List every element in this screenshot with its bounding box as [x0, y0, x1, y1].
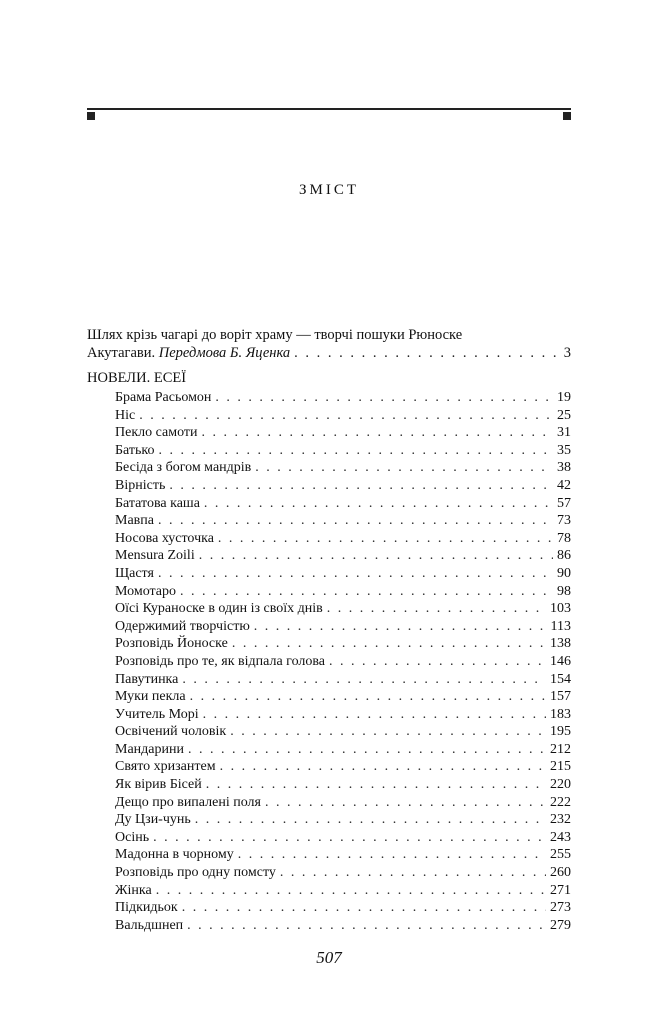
toc-entry-page: 19: [557, 390, 571, 405]
toc-entry-page: 183: [550, 706, 571, 722]
toc-entry: [115, 882, 571, 900]
toc-entry-page: 273: [550, 900, 571, 916]
toc-entry-title: Свято хризантем: [115, 759, 216, 775]
leader-dots: [182, 671, 546, 689]
toc-entry: [115, 653, 571, 671]
leader-dots: [158, 442, 553, 460]
toc-entry-page: 222: [550, 794, 571, 810]
toc-entry-title: Ніс: [115, 407, 136, 423]
toc-entry: [115, 688, 571, 706]
section-heading: НОВЕЛИ. ЕСЕЇ: [87, 370, 187, 386]
leader-dots: [139, 407, 553, 425]
toc-entry-title: Момотаро: [115, 583, 177, 599]
toc-entry-page: 113: [550, 618, 571, 634]
intro-line1: Шлях крізь чагарі до воріт храму — творчі пошуки Рюноске: [87, 327, 463, 343]
toc-entry-title: Вальдшнеп: [115, 917, 184, 933]
toc-entry-page: 255: [550, 847, 571, 863]
toc-list: [115, 389, 571, 934]
leader-dots: [294, 345, 560, 363]
page-title: ЗМІСТ: [298, 182, 359, 198]
toc-entry-title: Муки пекла: [115, 689, 186, 705]
toc-entry-title: Павутинка: [115, 671, 179, 687]
toc-entry-title: Як вірив Бісей: [115, 777, 202, 793]
toc-entry: [115, 723, 571, 741]
toc-entry: [115, 917, 571, 935]
toc-entry: [115, 583, 571, 601]
toc-entry-page: 220: [550, 777, 571, 793]
toc-entry-title: Мандарини: [115, 741, 184, 757]
leader-dots: [215, 389, 553, 407]
toc-entry-title: Батько: [115, 442, 155, 458]
leader-dots: [153, 829, 546, 847]
intro-italic: Передмова Б. Яценка: [158, 344, 291, 361]
toc-entry-page: 260: [550, 865, 571, 881]
toc-entry-title: Одержимий творчістю: [115, 618, 250, 634]
leader-dots: [203, 706, 546, 724]
toc-entry-page: 212: [550, 741, 571, 757]
toc-entry-page: 154: [550, 671, 571, 687]
leader-dots: [156, 882, 546, 900]
toc-entry-title: Розповідь про те, як відпала голова: [115, 653, 326, 669]
leader-dots: [329, 653, 546, 671]
leader-dots: [230, 723, 546, 741]
toc-entry-page: 146: [550, 653, 571, 669]
toc-entry-page: 78: [557, 530, 571, 546]
right-square-ornament: [563, 112, 571, 120]
leader-dots: [254, 618, 547, 636]
toc-entry-page: 243: [550, 829, 571, 845]
toc-entry: [115, 459, 571, 477]
toc-entry: [115, 512, 571, 530]
leader-dots: [232, 635, 546, 653]
toc-entry: [115, 635, 571, 653]
leader-dots: [202, 424, 554, 442]
toc-entry-title: Учитель Морі: [115, 706, 199, 722]
toc-entry-title: Брама Расьомон: [115, 390, 212, 405]
toc-entry-title: Освічений чоловік: [115, 724, 227, 740]
toc-entry-page: 232: [550, 812, 571, 828]
toc-entry-page: 31: [557, 425, 571, 441]
footer-page-number: 507: [316, 948, 342, 967]
leader-dots: [158, 512, 553, 530]
toc-entry-page: 103: [550, 601, 571, 617]
toc-entry-page: 57: [557, 495, 571, 511]
toc-entry-page: 42: [557, 477, 571, 493]
toc-entry-page: 86: [557, 548, 571, 564]
toc-entry-page: 38: [557, 460, 571, 476]
leader-dots: [195, 811, 546, 829]
toc-entry: [115, 424, 571, 442]
intro-line2: [87, 345, 571, 363]
toc-entry-page: 195: [550, 724, 571, 740]
toc-entry: [115, 899, 571, 917]
toc-entry-title: Пекло самоти: [115, 425, 198, 441]
toc-entry: [115, 671, 571, 689]
toc-entry-title: Mensura Zoili: [115, 548, 195, 564]
toc-entry: [115, 389, 571, 407]
leader-dots: [238, 846, 546, 864]
header-rule: [87, 108, 571, 110]
intro-page: 3: [563, 344, 571, 361]
leader-dots: [187, 917, 546, 935]
toc-entry-title: Щастя: [115, 565, 154, 581]
toc-entry-title: Розповідь про одну помсту: [115, 865, 276, 881]
toc-entry: [115, 477, 571, 495]
toc-entry-page: 25: [557, 407, 571, 423]
toc-entry: [115, 530, 571, 548]
leader-dots: [199, 547, 553, 565]
toc-entry-title: Бесіда з богом мандрів: [115, 460, 252, 476]
toc-entry-title: Жінка: [115, 882, 152, 898]
toc-entry: [115, 407, 571, 425]
left-square-ornament: [87, 112, 95, 120]
leader-dots: [204, 495, 553, 513]
toc-entry-title: Мавпа: [115, 513, 154, 529]
leader-dots: [255, 459, 553, 477]
leader-dots: [169, 477, 553, 495]
leader-dots: [280, 864, 546, 882]
leader-dots: [265, 794, 546, 812]
intro-label: [87, 345, 290, 363]
toc-entry-page: 215: [550, 759, 571, 775]
leader-dots: [218, 530, 553, 548]
intro-plain: Акутагави.: [87, 344, 159, 361]
toc-entry: [115, 794, 571, 812]
toc-entry: [115, 618, 571, 636]
toc-entry: [115, 846, 571, 864]
toc-entry: [115, 495, 571, 513]
toc-entry-title: Оїсі Кураноске в один із своїх днів: [115, 601, 323, 617]
toc-entry-page: 279: [550, 917, 571, 933]
toc-entry-title: Мадонна в чорному: [115, 847, 234, 863]
toc-entry-page: 157: [550, 689, 571, 705]
leader-dots: [206, 776, 546, 794]
toc-entry-page: 271: [550, 882, 571, 898]
toc-entry: [115, 547, 571, 565]
toc-entry: [115, 741, 571, 759]
toc-entry-page: 73: [557, 513, 571, 529]
toc-entry-title: Підкидьок: [115, 900, 178, 916]
toc-entry: [115, 600, 571, 618]
leader-dots: [180, 583, 553, 601]
toc-entry: [115, 706, 571, 724]
toc-entry-page: 35: [557, 442, 571, 458]
toc-entry-page: 90: [557, 565, 571, 581]
leader-dots: [190, 688, 546, 706]
leader-dots: [327, 600, 546, 618]
toc-entry-page: 138: [550, 636, 571, 652]
toc-entry-title: Бататова каша: [115, 495, 200, 511]
toc-entry-title: Осінь: [115, 829, 150, 845]
toc-entry: [115, 442, 571, 460]
toc-entry: [115, 864, 571, 882]
leader-dots: [220, 758, 546, 776]
toc-entry-page: 98: [557, 583, 571, 599]
leader-dots: [188, 741, 546, 759]
toc-entry-title: Вірність: [115, 477, 166, 493]
intro-entry: [87, 327, 571, 362]
leader-dots: [182, 899, 546, 917]
toc-entry: [115, 829, 571, 847]
toc-entry: [115, 758, 571, 776]
toc-entry: [115, 811, 571, 829]
leader-dots: [158, 565, 553, 583]
toc-entry-title: Дещо про випалені поля: [115, 794, 261, 810]
toc-entry: [115, 776, 571, 794]
toc-entry-title: Ду Цзи-чунь: [115, 812, 191, 828]
toc-entry-title: Розповідь Йоноске: [115, 636, 228, 652]
toc-entry-title: Носова хусточка: [115, 530, 214, 546]
toc-entry: [115, 565, 571, 583]
